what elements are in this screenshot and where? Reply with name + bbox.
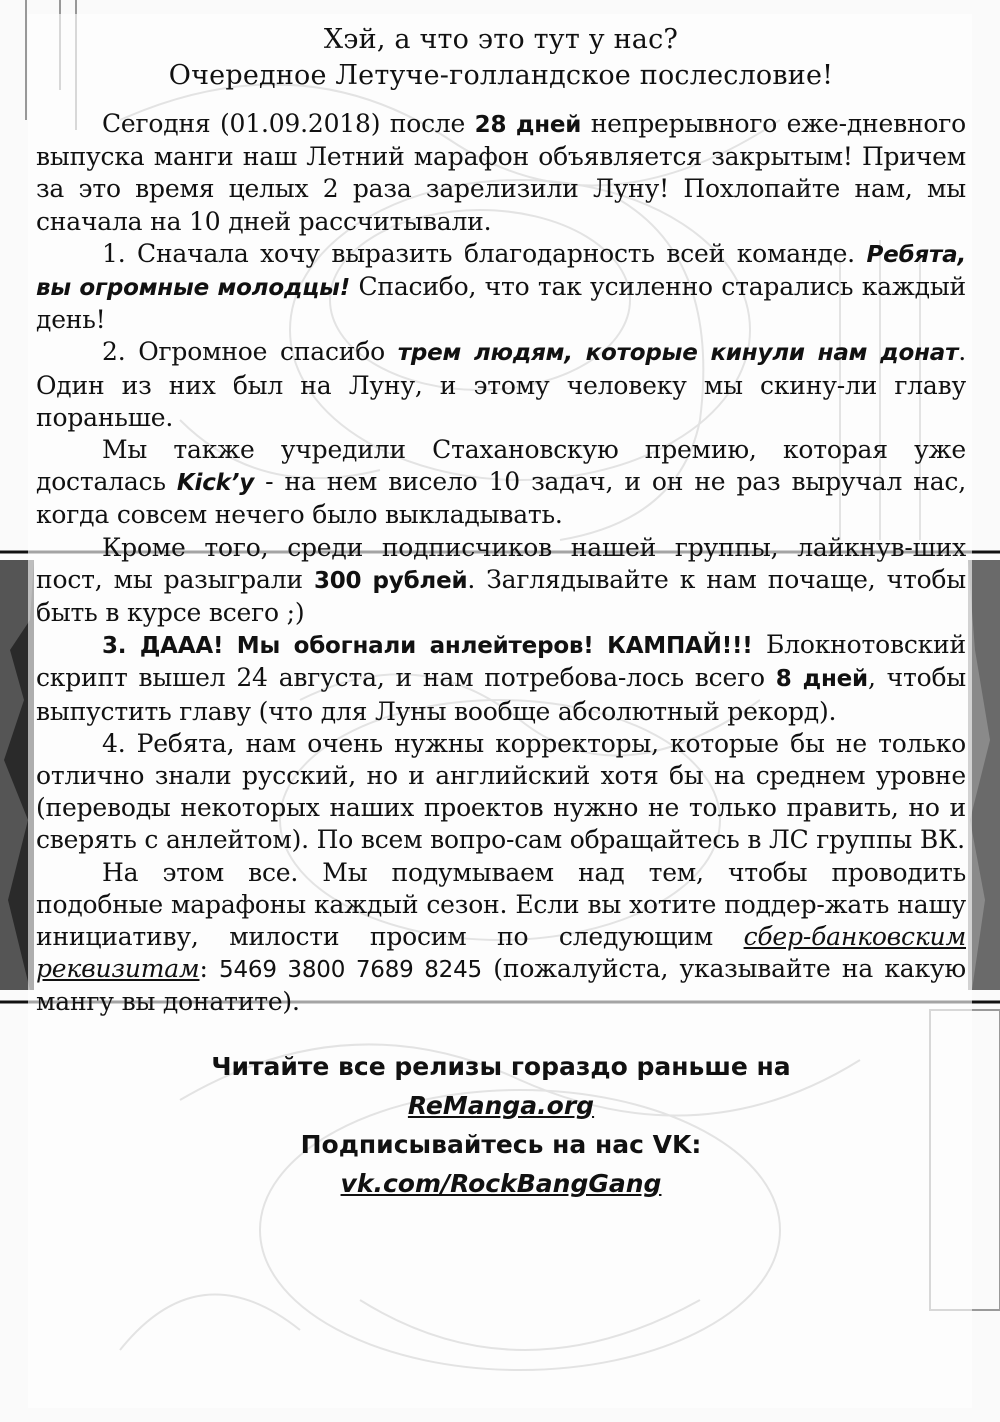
bold-italic-span: трем людям, которые кинули нам донат xyxy=(397,340,959,367)
text-span: , чтобы выпустить главу (что для Луны вообще абсолютный рекорд). xyxy=(36,663,966,726)
text-span: Спасибо, что так усиленно старались каждый день! xyxy=(36,272,966,335)
card-number: 5469 3800 7689 8245 xyxy=(219,957,482,984)
afterword-title xyxy=(36,22,966,94)
title-line-1: Хэй, а что это тут у нас? xyxy=(323,24,679,55)
text-span: . Один из них был на Луну, и этому человеку мы скину-ли главу пораньше. xyxy=(36,337,966,432)
text-span: На этом все. Мы подумываем над тем, чтобы проводить подобные марафоны каждый сезон. Если вы хотите поддер-жать нашу инициативу, милости просим по следующим xyxy=(36,857,966,952)
text-span: - на нем висело 10 задач, и он не раз выручал нас, когда совсем нечего было выкладывать. xyxy=(36,467,966,530)
paragraph-thanks-team xyxy=(36,238,966,337)
paragraph-award xyxy=(36,434,966,532)
text-span: (пожалуйста, указывайте на какую мангу вы донатите). xyxy=(36,954,966,1017)
bank-details-link[interactable]: сбер-банковским реквизитам xyxy=(36,922,966,984)
remanga-link[interactable]: ReManga.org xyxy=(407,1090,595,1120)
afterword-content xyxy=(36,22,966,1203)
afterword-body xyxy=(36,108,966,1019)
paragraph-intro xyxy=(36,108,966,238)
title-line-2: Очередное Летуче-голландское послесловие! xyxy=(168,60,834,91)
afterword-footer xyxy=(36,1047,966,1203)
bold-italic-span: Ребята, вы огромные молодцы! xyxy=(36,241,966,302)
paragraph-recruiting xyxy=(36,728,966,857)
text-span: 2. Огромное спасибо xyxy=(102,337,398,367)
paragraph-closing xyxy=(36,857,966,1019)
bold-span: 8 дней xyxy=(775,666,868,693)
text-span: 1. Сначала хочу выразить благодарность всей команде. xyxy=(102,238,867,268)
footer-line-2: Подписывайтесь на нас VK: xyxy=(300,1129,702,1159)
vk-link[interactable]: vk.com/RockBangGang xyxy=(340,1168,662,1198)
text-span: . Заглядывайте к нам почаще, чтобы быть в курсе всего ;) xyxy=(36,564,966,628)
text-span: : xyxy=(199,954,220,984)
bold-span: 3. ДААА! Мы обогнали анлейтеров! КАМПАЙ!!! xyxy=(102,633,753,660)
text-span: Блокнотовский скрипт вышел 24 августа, и нам потребова-лось всего xyxy=(36,630,966,693)
text-span: непрерывного еже-дневного выпуска манги наш Летний марафон объявляется закрытым! Причем за это время целых 2 раза зарелизили Луну! Похлопайте нам, мы сначала на 10 дней рассчитывали. xyxy=(36,109,967,236)
bold-italic-span: Kick’y xyxy=(176,470,255,497)
text-span: Мы также учредили Стахановскую премию, которая уже досталась xyxy=(36,435,966,497)
bold-span: 28 дней xyxy=(474,112,582,138)
paragraph-thanks-donors xyxy=(36,336,966,434)
text-span: Кроме того, среди подписчиков нашей группы, лайкнув-ших пост, мы разыграли xyxy=(36,532,966,594)
paragraph-overtake xyxy=(36,629,966,728)
paragraph-giveaway xyxy=(36,532,966,630)
footer-line-1: Читайте все релизы гораздо раньше на xyxy=(211,1051,791,1081)
bold-span: 300 рублей xyxy=(313,567,468,594)
text-span: 4. Ребята, нам очень нужны корректоры, которые бы не только отлично знали русский, но и английский хотя бы на среднем уровне (переводы некоторых наших проектов нужно не только править, но и сверять с анлейтом). По всем вопро-сам обращайтесь в ЛС группы ВК. xyxy=(36,728,966,855)
text-span: Сегодня (01.09.2018) после xyxy=(102,109,475,138)
